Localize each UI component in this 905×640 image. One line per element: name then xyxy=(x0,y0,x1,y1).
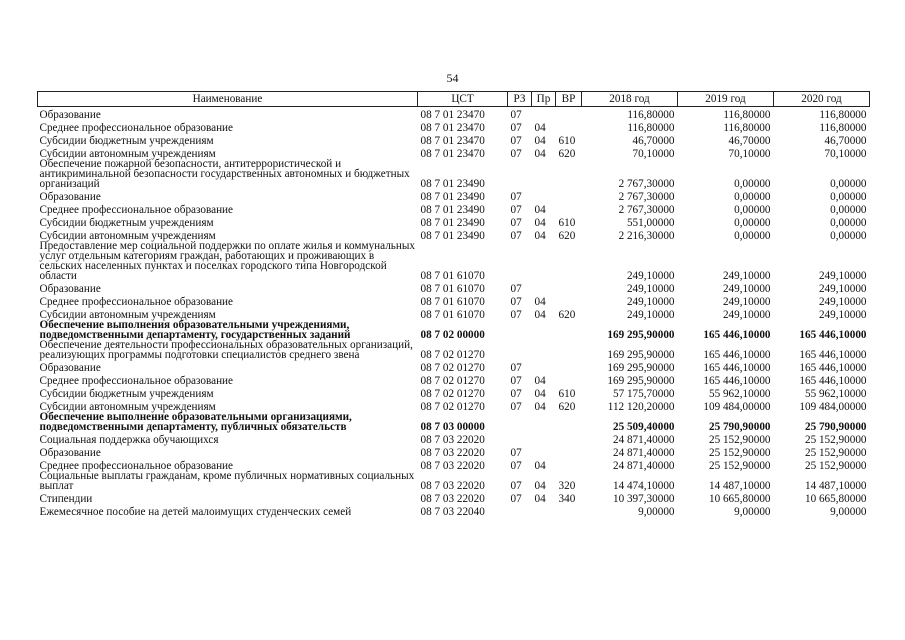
row-2019: 249,10000 xyxy=(722,309,771,321)
row-pr xyxy=(532,241,556,281)
row-vr xyxy=(556,373,582,386)
row-2018: 169 295,90000 xyxy=(607,375,675,387)
row-2018: 25 509,40000 xyxy=(612,421,675,433)
row-rz: 07 xyxy=(510,230,522,242)
row-rz: 07 xyxy=(510,148,522,160)
row-name: Среднее профессиональное образование xyxy=(39,460,234,472)
row-name: Субсидии автономным учреждениям xyxy=(39,148,216,160)
row-pr: 04 xyxy=(534,230,546,242)
row-name: Образование xyxy=(39,191,101,203)
row-2019: 25 790,90000 xyxy=(708,421,771,433)
table-row xyxy=(38,491,870,504)
row-2019: 165 446,10000 xyxy=(703,349,771,361)
row-cst: 08 7 02 01270 xyxy=(420,375,485,387)
row-2018: 46,70000 xyxy=(632,135,675,147)
row-2020: 0,00000 xyxy=(830,191,867,203)
row-2020: 116,80000 xyxy=(819,109,867,121)
row-pr xyxy=(532,445,556,458)
row-cst: 08 7 02 01270 xyxy=(420,401,485,413)
row-2020: 0,00000 xyxy=(830,178,867,190)
row-name: Среднее профессиональное образование xyxy=(39,375,234,387)
row-rz xyxy=(508,340,532,360)
row-vr xyxy=(556,504,582,517)
row-pr: 04 xyxy=(534,148,546,160)
row-pr: 04 xyxy=(534,135,546,147)
row-2018: 70,10000 xyxy=(632,148,675,160)
row-name: Субсидии бюджетным учреждениям xyxy=(39,135,214,147)
row-cst: 08 7 02 01270 xyxy=(420,349,485,361)
row-2020: 0,00000 xyxy=(830,230,867,242)
row-name: Ежемесячное пособие на детей малоимущих студенческих семей xyxy=(39,506,352,518)
row-pr: 04 xyxy=(534,375,546,387)
row-2018: 112 120,20000 xyxy=(607,401,675,413)
row-name: Образование xyxy=(39,283,101,295)
row-vr: 610 xyxy=(558,388,576,400)
header-2019: 2019 год xyxy=(678,92,774,107)
row-rz: 07 xyxy=(510,204,522,216)
row-vr: 620 xyxy=(558,401,576,413)
row-cst: 08 7 02 01270 xyxy=(420,388,485,400)
row-rz: 07 xyxy=(510,493,522,505)
row-rz: 07 xyxy=(510,109,522,121)
header-name: Наименование xyxy=(38,92,418,107)
row-2020: 116,80000 xyxy=(819,122,867,134)
row-name: Субсидии автономным учреждениям xyxy=(39,230,216,242)
header-vr: ВР xyxy=(556,92,582,107)
row-2018: 24 871,40000 xyxy=(612,460,675,472)
row-name: Образование xyxy=(39,109,101,121)
row-2019: 116,80000 xyxy=(723,109,771,121)
table-header xyxy=(38,92,870,107)
row-2019: 116,80000 xyxy=(723,122,771,134)
table-row xyxy=(38,386,870,399)
row-2019: 109 484,00000 xyxy=(703,401,771,413)
row-2018: 2 767,30000 xyxy=(618,204,675,216)
row-rz: 07 xyxy=(510,375,522,387)
row-name: Предоставление мер социальной поддержки по оплате жилья и коммунальных услуг отдельным категориям граждан, работающих и проживающих в сельских населенных пунктах и поселках городского типа Новгородской области xyxy=(39,240,415,282)
row-cst: 08 7 02 01270 xyxy=(420,362,485,374)
row-2018: 551,00000 xyxy=(626,217,675,229)
row-2019: 9,00000 xyxy=(734,506,771,518)
header-pr: Пр xyxy=(532,92,556,107)
row-2018: 249,10000 xyxy=(626,270,675,282)
row-cst: 08 7 01 23470 xyxy=(420,135,485,147)
row-2019: 249,10000 xyxy=(722,296,771,308)
row-rz: 07 xyxy=(510,217,522,229)
row-2019: 0,00000 xyxy=(734,191,771,203)
row-2019: 249,10000 xyxy=(722,270,771,282)
header-2018: 2018 год xyxy=(582,92,678,107)
row-name: Субсидии автономным учреждениям xyxy=(39,309,216,321)
row-vr xyxy=(556,412,582,432)
table-row xyxy=(38,445,870,458)
row-2019: 25 152,90000 xyxy=(708,434,771,446)
row-2020: 25 152,90000 xyxy=(804,447,867,459)
row-2019: 25 152,90000 xyxy=(708,447,771,459)
row-pr: 04 xyxy=(534,122,546,134)
row-pr xyxy=(532,360,556,373)
row-pr: 04 xyxy=(534,401,546,413)
table-row xyxy=(38,281,870,294)
row-2019: 25 152,90000 xyxy=(708,460,771,472)
row-pr: 04 xyxy=(534,480,546,492)
row-cst: 08 7 03 22020 xyxy=(420,460,485,472)
row-2018: 169 295,90000 xyxy=(607,362,675,374)
row-vr: 620 xyxy=(558,309,576,321)
row-2018: 2 767,30000 xyxy=(618,178,675,190)
row-cst: 08 7 01 61070 xyxy=(420,296,485,308)
table-row xyxy=(38,320,870,340)
row-2018: 116,80000 xyxy=(627,109,675,121)
row-pr xyxy=(532,412,556,432)
row-pr: 04 xyxy=(534,388,546,400)
row-cst: 08 7 01 23490 xyxy=(420,191,485,203)
table-row xyxy=(38,373,870,386)
page-number: 54 xyxy=(446,71,459,85)
row-2018: 9,00000 xyxy=(638,506,675,518)
row-pr xyxy=(532,107,556,121)
row-2020: 165 446,10000 xyxy=(799,362,867,374)
row-2020: 249,10000 xyxy=(818,296,867,308)
row-2019: 165 446,10000 xyxy=(703,375,771,387)
row-2019: 0,00000 xyxy=(734,217,771,229)
row-vr xyxy=(556,320,582,340)
row-pr xyxy=(532,189,556,202)
row-2020: 0,00000 xyxy=(830,217,867,229)
row-2020: 249,10000 xyxy=(818,283,867,295)
row-vr xyxy=(556,432,582,445)
header-rz: РЗ xyxy=(508,92,532,107)
row-vr xyxy=(556,241,582,281)
row-2018: 57 175,70000 xyxy=(612,388,675,400)
row-2019: 55 962,10000 xyxy=(708,388,771,400)
row-cst: 08 7 01 61070 xyxy=(420,270,485,282)
row-2020: 249,10000 xyxy=(818,270,867,282)
row-rz: 07 xyxy=(510,460,522,472)
row-pr xyxy=(532,340,556,360)
row-2019: 70,10000 xyxy=(728,148,771,160)
row-2020: 165 446,10000 xyxy=(799,349,867,361)
row-name: Обеспечение выполнения образовательными учреждениями, подведомственными департаменту, государственных заданий xyxy=(39,319,351,341)
row-name: Обеспечение пожарной безопасности, антитеррористической и антикриминальной безопасности государственных автономных и бюджетных организаций xyxy=(39,158,410,190)
row-rz xyxy=(508,504,532,517)
row-2020: 14 487,10000 xyxy=(804,480,867,492)
row-pr xyxy=(532,320,556,340)
row-rz: 07 xyxy=(510,296,522,308)
row-cst: 08 7 01 23490 xyxy=(420,230,485,242)
row-vr xyxy=(556,202,582,215)
row-2018: 249,10000 xyxy=(626,283,675,295)
row-rz: 07 xyxy=(510,480,522,492)
row-cst: 08 7 01 23490 xyxy=(420,204,485,216)
row-name: Образование xyxy=(39,447,101,459)
row-name: Среднее профессиональное образование xyxy=(39,204,234,216)
row-2020: 109 484,00000 xyxy=(799,401,867,413)
row-rz: 07 xyxy=(510,401,522,413)
row-pr: 04 xyxy=(534,460,546,472)
row-name: Обеспечение выполнение образовательными организациями, подведомственными департаменту, публичных обязательств xyxy=(39,411,352,433)
header-cst: ЦСТ xyxy=(418,92,508,107)
table-row xyxy=(38,504,870,517)
row-2019: 165 446,10000 xyxy=(703,329,771,341)
row-cst: 08 7 03 00000 xyxy=(420,421,485,433)
table-row xyxy=(38,120,870,133)
row-cst: 08 7 03 22020 xyxy=(420,493,485,505)
row-pr xyxy=(532,281,556,294)
row-rz: 07 xyxy=(510,309,522,321)
row-2020: 46,70000 xyxy=(824,135,867,147)
row-2020: 70,10000 xyxy=(824,148,867,160)
row-vr: 340 xyxy=(558,493,576,505)
row-name: Субсидии бюджетным учреждениям xyxy=(39,217,214,229)
row-vr xyxy=(556,120,582,133)
row-2018: 116,80000 xyxy=(627,122,675,134)
row-cst: 08 7 01 23470 xyxy=(420,122,485,134)
row-name: Среднее профессиональное образование xyxy=(39,296,234,308)
table-row xyxy=(38,159,870,189)
row-vr xyxy=(556,281,582,294)
table-row xyxy=(38,432,870,445)
row-rz: 07 xyxy=(510,283,522,295)
row-pr: 04 xyxy=(534,296,546,308)
row-rz: 07 xyxy=(510,122,522,134)
row-rz: 07 xyxy=(510,191,522,203)
table-row xyxy=(38,241,870,281)
row-2018: 249,10000 xyxy=(626,296,675,308)
row-cst: 08 7 01 61070 xyxy=(420,283,485,295)
row-vr xyxy=(556,294,582,307)
row-vr xyxy=(556,445,582,458)
row-vr xyxy=(556,107,582,121)
table-row xyxy=(38,471,870,491)
row-pr xyxy=(532,159,556,189)
row-2019: 14 487,10000 xyxy=(708,480,771,492)
row-2018: 2 767,30000 xyxy=(618,191,675,203)
row-2018: 24 871,40000 xyxy=(612,434,675,446)
row-vr: 610 xyxy=(558,217,576,229)
row-2020: 249,10000 xyxy=(818,309,867,321)
header-row xyxy=(38,92,870,107)
table-row xyxy=(38,340,870,360)
row-vr xyxy=(556,458,582,471)
row-vr: 620 xyxy=(558,148,576,160)
row-pr xyxy=(532,504,556,517)
row-rz: 07 xyxy=(510,447,522,459)
row-rz xyxy=(508,432,532,445)
row-pr: 04 xyxy=(534,204,546,216)
row-rz xyxy=(508,320,532,340)
row-rz xyxy=(508,241,532,281)
row-name: Образование xyxy=(39,362,101,374)
row-cst: 08 7 03 22020 xyxy=(420,480,485,492)
row-cst: 08 7 01 23490 xyxy=(420,217,485,229)
row-cst: 08 7 01 23490 xyxy=(420,178,485,190)
row-cst: 08 7 01 61070 xyxy=(420,309,485,321)
row-pr: 04 xyxy=(534,217,546,229)
row-rz: 07 xyxy=(510,362,522,374)
header-2020: 2020 год xyxy=(774,92,870,107)
row-2018: 169 295,90000 xyxy=(607,349,675,361)
row-2020: 10 665,80000 xyxy=(804,493,867,505)
row-pr: 04 xyxy=(534,309,546,321)
row-2020: 0,00000 xyxy=(830,204,867,216)
row-rz: 07 xyxy=(510,135,522,147)
row-2020: 25 790,90000 xyxy=(804,421,867,433)
row-name: Субсидии автономным учреждениям xyxy=(39,401,216,413)
row-2020: 9,00000 xyxy=(830,506,867,518)
row-2018: 24 871,40000 xyxy=(612,447,675,459)
table-row xyxy=(38,202,870,215)
row-name: Среднее профессиональное образование xyxy=(39,122,234,134)
row-2020: 25 152,90000 xyxy=(804,434,867,446)
row-cst: 08 7 03 22020 xyxy=(420,434,485,446)
row-cst: 08 7 03 22040 xyxy=(420,506,485,518)
row-name: Социальные выплаты гражданам, кроме публичных нормативных социальных выплат xyxy=(39,470,415,492)
row-name: Социальная поддержка обучающихся xyxy=(39,434,219,446)
row-2020: 25 152,90000 xyxy=(804,460,867,472)
row-2018: 14 474,10000 xyxy=(612,480,675,492)
row-rz xyxy=(508,159,532,189)
row-name: Обеспечение деятельности профессиональных образовательных организаций, реализующих программы подготовки специалистов среднего звена xyxy=(39,339,413,361)
row-2018: 2 216,30000 xyxy=(618,230,675,242)
table-body xyxy=(38,107,870,518)
row-2018: 169 295,90000 xyxy=(607,329,675,341)
row-name: Субсидии бюджетным учреждениям xyxy=(39,388,214,400)
row-cst: 08 7 03 22020 xyxy=(420,447,485,459)
row-2019: 0,00000 xyxy=(734,204,771,216)
row-cst: 08 7 01 23470 xyxy=(420,109,485,121)
row-vr xyxy=(556,189,582,202)
row-2019: 0,00000 xyxy=(734,230,771,242)
row-2019: 0,00000 xyxy=(734,178,771,190)
row-2019: 10 665,80000 xyxy=(708,493,771,505)
row-rz xyxy=(508,412,532,432)
row-vr: 620 xyxy=(558,230,576,242)
row-pr: 04 xyxy=(534,493,546,505)
row-2019: 249,10000 xyxy=(722,283,771,295)
row-cst: 08 7 02 00000 xyxy=(420,329,485,341)
row-name: Стипендии xyxy=(39,493,93,505)
table-row xyxy=(38,133,870,146)
row-vr: 320 xyxy=(558,480,576,492)
row-2019: 165 446,10000 xyxy=(703,362,771,374)
row-vr: 610 xyxy=(558,135,576,147)
row-vr xyxy=(556,360,582,373)
row-pr xyxy=(532,432,556,445)
row-2020: 55 962,10000 xyxy=(804,388,867,400)
row-2018: 10 397,30000 xyxy=(612,493,675,505)
budget-table xyxy=(37,91,870,517)
row-rz: 07 xyxy=(510,388,522,400)
table-row xyxy=(38,189,870,202)
row-2018: 249,10000 xyxy=(626,309,675,321)
row-2020: 165 446,10000 xyxy=(799,375,867,387)
table-row xyxy=(38,294,870,307)
row-cst: 08 7 01 23470 xyxy=(420,148,485,160)
table-row xyxy=(38,107,870,121)
row-vr xyxy=(556,340,582,360)
row-2019: 46,70000 xyxy=(728,135,771,147)
row-2020: 165 446,10000 xyxy=(799,329,867,341)
row-vr xyxy=(556,159,582,189)
table-row xyxy=(38,412,870,432)
table-row xyxy=(38,215,870,228)
table-row xyxy=(38,360,870,373)
